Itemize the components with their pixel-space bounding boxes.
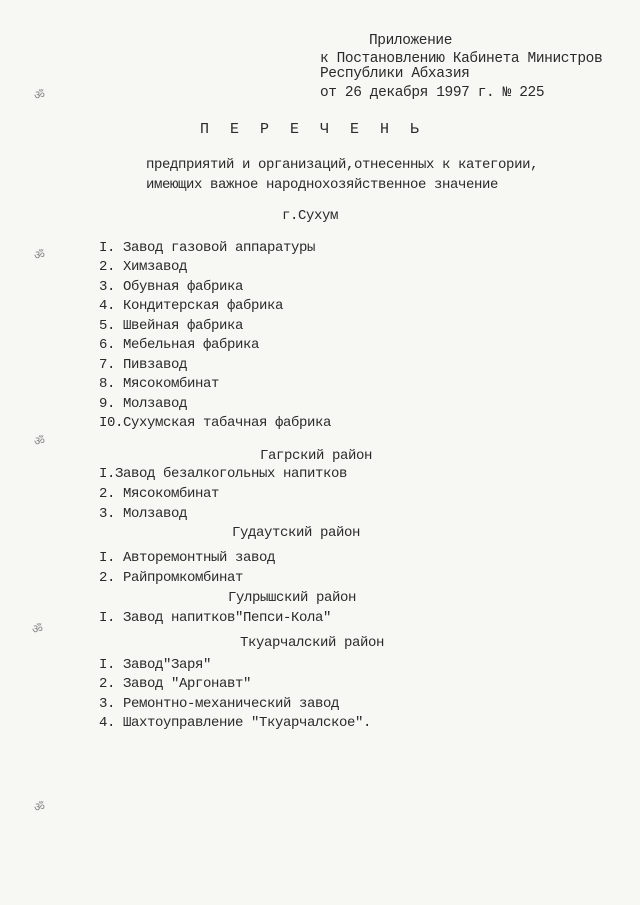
list-item: 4. Шахтоуправление "Ткуарчалское".	[99, 715, 372, 731]
section-heading: Гудаутский район	[232, 525, 361, 541]
appendix-republic: Республики Абхазия	[320, 66, 470, 82]
list-item: 8. Мясокомбинат	[99, 376, 220, 392]
list-item: I0.Сухумская табачная фабрика	[99, 415, 332, 431]
section-heading: Гагрский район	[260, 448, 373, 464]
list-item: 2. Райпромкомбинат	[99, 570, 244, 586]
margin-mark: ॐ	[34, 248, 45, 262]
margin-mark: ॐ	[34, 434, 45, 448]
appendix-date: от 26 декабря 1997 г. № 225	[320, 85, 545, 101]
appendix-decree: к Постановлению Кабинета Министров	[320, 51, 603, 67]
list-item: 9. Молзавод	[99, 396, 188, 412]
list-item: 3. Обувная фабрика	[99, 279, 244, 295]
appendix-label: Приложение	[369, 33, 453, 49]
section-heading: Ткуарчалский район	[240, 635, 385, 651]
list-item: 6. Мебельная фабрика	[99, 337, 260, 353]
list-item: 3. Ремонтно-механический завод	[99, 696, 340, 712]
section-heading: Гулрышский район	[228, 590, 357, 606]
section-heading: г.Сухум	[282, 208, 339, 224]
list-item: 2. Химзавод	[99, 259, 188, 275]
list-item: I.Завод безалкогольных напитков	[99, 466, 348, 482]
margin-mark: ॐ	[34, 88, 45, 102]
list-item: 2. Завод "Аргонавт"	[99, 676, 252, 692]
list-item: 2. Мясокомбинат	[99, 486, 220, 502]
margin-mark: ॐ	[34, 800, 45, 814]
list-item: I. Завод напитков"Пепси-Кола"	[99, 610, 332, 626]
list-item: 4. Кондитерская фабрика	[99, 298, 284, 314]
list-item: 5. Швейная фабрика	[99, 318, 244, 334]
document-subtitle-line1: предприятий и организаций,отнесенных к категории,	[146, 157, 539, 173]
document-title: П Е Р Е Ч Е Н Ь	[200, 121, 426, 138]
margin-mark: ॐ	[32, 622, 43, 636]
document-subtitle-line2: имеющих важное народнохозяйственное значение	[146, 177, 499, 193]
list-item: 3. Молзавод	[99, 506, 188, 522]
list-item: I. Завод"Заря"	[99, 657, 212, 673]
list-item: I. Авторемонтный завод	[99, 550, 276, 566]
list-item: I. Завод газовой аппаратуры	[99, 240, 316, 256]
list-item: 7. Пивзавод	[99, 357, 188, 373]
